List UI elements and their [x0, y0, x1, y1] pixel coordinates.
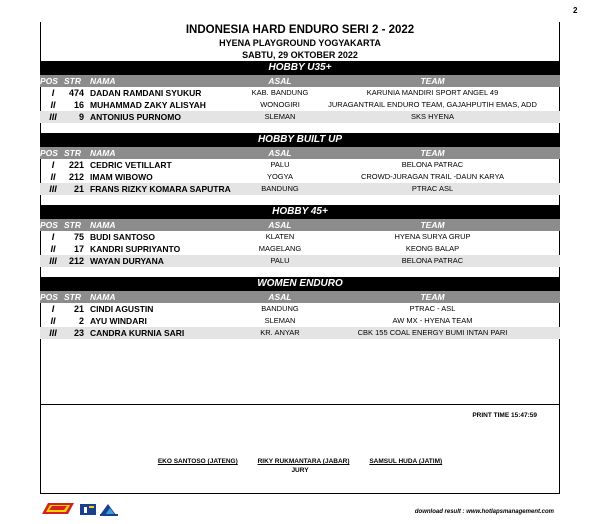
- table-row: [40, 171, 560, 183]
- column-header-str: STR: [64, 292, 81, 302]
- table-row: [40, 327, 560, 339]
- jury-label: JURY: [291, 467, 309, 474]
- cell-pos: II: [50, 244, 56, 254]
- cell-str: 9: [78, 112, 84, 122]
- cell-team: PTRAC ASL: [411, 184, 454, 193]
- cell-str: 16: [73, 100, 84, 110]
- cell-pos: III: [49, 112, 57, 122]
- cell-asal: BANDUNG: [261, 304, 299, 313]
- column-header-asal: ASAL: [268, 292, 292, 302]
- column-header-asal: ASAL: [268, 220, 292, 230]
- cell-str: 17: [73, 244, 84, 254]
- print-time: PRINT TIME 15:47:59: [472, 412, 537, 419]
- cell-pos: I: [51, 88, 55, 98]
- signer-2: RIKY RUKMANTARA (JABAR): [257, 458, 350, 465]
- results-sheet: [40, 22, 560, 515]
- column-header-team: TEAM: [420, 76, 445, 86]
- cell-str: 474: [68, 88, 84, 98]
- cell-asal: SLEMAN: [264, 112, 296, 121]
- cell-nama: BUDI SANTOSO: [90, 232, 156, 242]
- column-header-asal: ASAL: [268, 148, 292, 158]
- category-gap: [40, 123, 560, 133]
- cell-asal: PALU: [270, 160, 290, 169]
- cell-team: HYENA SURYA GRUP: [394, 232, 471, 241]
- cell-team: AW MX - HYENA TEAM: [392, 316, 473, 325]
- cell-asal: WONOGIRI: [260, 100, 300, 109]
- cell-team: JURAGANTRAIL ENDURO TEAM, GAJAHPUTIH EMAS, ADD: [328, 100, 537, 109]
- cell-nama: CANDRA KURNIA SARI: [90, 328, 185, 338]
- signer-1: EKO SANTOSO (JATENG): [157, 458, 238, 465]
- event-title: INDONESIA HARD ENDURO SERI 2 - 2022: [185, 24, 415, 36]
- table-row: [40, 303, 560, 315]
- cell-str: 212: [68, 256, 84, 266]
- event-header: [40, 23, 560, 61]
- column-header: [40, 75, 560, 87]
- ptrac-logo: [80, 504, 96, 515]
- page-number: 2: [573, 6, 578, 15]
- cell-pos: I: [51, 232, 55, 242]
- table-row: [40, 315, 560, 327]
- column-header-str: STR: [64, 148, 81, 158]
- column-header-team: TEAM: [420, 292, 445, 302]
- column-header-str: STR: [64, 220, 81, 230]
- cell-str: 75: [73, 232, 84, 242]
- table-row: [40, 111, 560, 123]
- cell-str: 2: [78, 316, 84, 326]
- column-header-team: TEAM: [420, 220, 445, 230]
- cell-team: KARUNIA MANDIRI SPORT ANGEL 49: [366, 88, 499, 97]
- cell-asal: KR. ANYAR: [260, 328, 300, 337]
- cell-nama: IMAM WIBOWO: [90, 172, 153, 182]
- cell-team: CROWD-JURAGAN TRAIL -DAUN KARYA: [360, 172, 505, 181]
- cell-nama: MUHAMMAD ZAKY ALISYAH: [90, 100, 206, 110]
- cell-nama: DADAN RAMDANI SYUKUR: [90, 88, 202, 98]
- column-header-asal: ASAL: [268, 76, 292, 86]
- cell-str: 221: [68, 160, 84, 170]
- column-header-nama: NAMA: [90, 76, 116, 86]
- column-header-nama: NAMA: [90, 148, 116, 158]
- column-header-pos: POS: [40, 148, 58, 158]
- cell-asal: KAB. BANDUNG: [251, 88, 309, 97]
- cell-asal: BANDUNG: [261, 184, 299, 193]
- column-header: [40, 291, 560, 303]
- cell-team: KEONG BALAP: [405, 244, 460, 253]
- brand-logo: [100, 504, 118, 516]
- cell-pos: II: [50, 316, 56, 326]
- cell-asal: PALU: [270, 256, 290, 265]
- cell-pos: III: [49, 184, 57, 194]
- column-header-team: TEAM: [420, 148, 445, 158]
- category-gap: [40, 195, 560, 205]
- cell-nama: KANDRI SUPRIYANTO: [90, 244, 181, 254]
- logos: [40, 499, 150, 524]
- column-header-str: STR: [64, 76, 81, 86]
- table-row: [40, 183, 560, 195]
- cell-nama: FRANS RIZKY KOMARA SAPUTRA: [90, 184, 231, 194]
- cell-nama: ANTONIUS PURNOMO: [90, 112, 181, 122]
- download-note: download result : www.hotlapsmanagement.com: [414, 509, 554, 515]
- cell-pos: III: [49, 328, 57, 338]
- cell-str: 212: [68, 172, 84, 182]
- event-venue: HYENA PLAYGROUND YOGYAKARTA: [219, 38, 381, 48]
- cell-pos: I: [51, 304, 55, 314]
- column-header-nama: NAMA: [90, 220, 116, 230]
- cell-str: 21: [73, 304, 84, 314]
- cell-nama: AYU WINDARI: [90, 316, 147, 326]
- signer-3: SAMSUL HUDA (JATIM): [369, 458, 443, 465]
- column-header: [40, 147, 560, 159]
- cell-team: BELONA PATRAC: [401, 160, 464, 169]
- cell-nama: WAYAN DURYANA: [90, 256, 164, 266]
- table-row: [40, 99, 560, 111]
- categories-container: [40, 61, 560, 339]
- jury-signers: [41, 458, 559, 465]
- column-header-nama: NAMA: [90, 292, 116, 302]
- cell-str: 23: [73, 328, 84, 338]
- cell-nama: CEDRIC VETILLART: [90, 160, 172, 170]
- column-header-pos: POS: [40, 292, 58, 302]
- cell-asal: YOGYA: [266, 172, 294, 181]
- cell-pos: II: [50, 172, 56, 182]
- hotlaps-logo: [42, 503, 74, 514]
- cell-asal: KLATEN: [265, 232, 295, 241]
- cell-asal: SLEMAN: [264, 316, 296, 325]
- table-row: [40, 243, 560, 255]
- category-title: WOMEN ENDURO: [40, 277, 560, 291]
- cell-asal: MAGELANG: [258, 244, 302, 253]
- table-row: [40, 231, 560, 243]
- event-date: SABTU, 29 OKTOBER 2022: [242, 50, 358, 60]
- table-row: [40, 87, 560, 99]
- cell-str: 21: [73, 184, 84, 194]
- table-row: [40, 255, 560, 267]
- table-row: [40, 159, 560, 171]
- cell-team: BELONA PATRAC: [401, 256, 464, 265]
- cell-pos: III: [49, 256, 57, 266]
- cell-nama: CINDI AGUSTIN: [90, 304, 154, 314]
- column-header-pos: POS: [40, 220, 58, 230]
- footer-box: [40, 404, 560, 515]
- logos-svg: [40, 499, 150, 519]
- category-gap: [40, 267, 560, 277]
- cell-team: PTRAC - ASL: [409, 304, 456, 313]
- category-title: HOBBY 45+: [40, 205, 560, 219]
- category-title: HOBBY BUILT UP: [40, 133, 560, 147]
- cell-team: CBK 155 COAL ENERGY BUMI INTAN PARI: [357, 328, 508, 337]
- column-header: [40, 219, 560, 231]
- category-title: HOBBY U35+: [40, 61, 560, 75]
- column-header-pos: POS: [40, 76, 58, 86]
- cell-team: SKS HYENA: [411, 112, 454, 121]
- cell-pos: II: [50, 100, 56, 110]
- cell-pos: I: [51, 160, 55, 170]
